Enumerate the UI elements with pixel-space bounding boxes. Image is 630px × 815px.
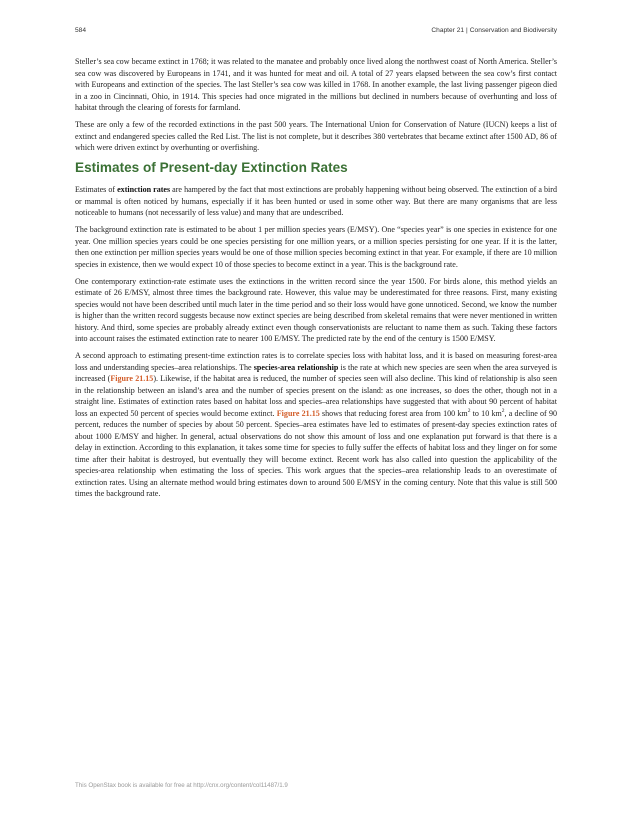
figure-link[interactable]: Figure 21.15 <box>110 374 154 383</box>
paragraph-species-area <box>75 350 557 500</box>
running-head <box>431 27 557 34</box>
superscript: 2 <box>467 407 471 414</box>
paragraph-stellers-sea-cow: Steller’s sea cow became extinct in 1768; it was related to the manatee and probably once lived along the northwest coast of North America. Steller’s sea cow was discovered by Europeans in 1741, and it was hunted for meat and oil. A total of 27 years elapsed between the sea cow’s first contact with Europeans and extinction of the species. The last Steller’s sea cow was killed in 1768. In another example, the last living passenger pigeon died in a zoo in Cincinnati, Ohio, in 1914. This species had once migrated in the millions but declined in numbers because of overhunting and loss of habitat through the clearing of forests for farmland. <box>75 57 557 112</box>
section-heading: Estimates of Present-day Extinction Rates <box>75 160 348 175</box>
figure-link[interactable]: Figure 21.15 <box>276 408 320 418</box>
text-run: , a decline of 90 percent, reduces the number of species by about 50 percent. Species–area estimates have led to estimates of present-day species extinction rates of about 1000 E/MSY and higher. In general, actual observations do not show this amount of loss and one explanation put forward is that there is a delay in extinction. According to this explanation, it takes some time for species to fully suffer the effects of habitat loss and they linger on for some time after their habitat is destroyed, but eventually they will become extinct. Recent work has also called into question the applicability of the species-area relationship when estimating the loss of species. This work argues that the species–area relationship leads to an overestimate of extinction rates. Using an alternate method would bring estimates down to around 500 E/MSY in the coming century. Note that this value is still 500 times the background rate. <box>75 408 558 498</box>
page-header <box>75 27 557 37</box>
chapter-number: Chapter 21 <box>431 27 465 34</box>
text-run: Estimates of <box>75 185 118 194</box>
paragraph-written-record: One contemporary extinction-rate estimate uses the extinctions in the written record since the year 1500. For birds alone, this method yields an estimate of 26 E/MSY, almost three times the background rate. However, this value may be underestimated for three reasons. First, many existing species would not have been described until much later in the time period and so their loss would have gone unnoticed. Second, we know the number is higher than the written record suggests because now extinct species are being described from skeletal remains that were never mentioned in written history. And third, some species are probably already extinct even though conservationists are reluctant to name them as such. Taking these factors into account raises the estimated extinction rate to nearer 100 E/MSY. The predicted rate by the end of the century is 1500 E/MSY. <box>75 276 557 343</box>
main-content <box>75 56 557 505</box>
header-separator: | <box>466 27 468 34</box>
page-footer: This OpenStax book is available for free at http://cnx.org/content/col11487/1.9 <box>75 782 288 789</box>
key-term-extinction-rates: extinction rates <box>117 185 171 194</box>
chapter-title: Conservation and Biodiversity <box>469 27 557 34</box>
paragraph-red-list: These are only a few of the recorded extinctions in the past 500 years. The International Union for Conservation of Nature (IUCN) keeps a list of extinct and endangered species called the Red List. The list is not complete, but it describes 380 vertebrates that became extinct after 1500 AD, 86 of which were driven extinct by overhunting or overfishing. <box>75 120 557 152</box>
paragraph-background-rate: The background extinction rate is estimated to be about 1 per million species years (E/MSY). One “species year” is one species in existence for one year. One million species years could be one species persisting for one million years, or a million species persisting for one year. If it is the latter, then one extinction per million species years would be one of those million species becoming extinct in that year. For example, if there are 10 million species in existence, then we would expect 10 of those species to become extinct in a year. This is the background rate. <box>75 225 557 269</box>
text-run: are hampered by the fact that most extinctions are probably happening without being observed. The extinction of a bird or mammal is often noticed by humans, especially if it has been hunted or used in some other way. But there are many organisms that are less noticeable to humans (not necessarily of less value) and many that are undescribed. <box>75 185 557 217</box>
paragraph-extinction-rates <box>75 184 557 219</box>
key-term-species-area-relationship: species-area relationship <box>253 362 339 372</box>
text-run: ). Likewise, if the habitat area is reduced, the number of species seen will also decline. This kind of relationship is also seen in the relationship between an island’s area and the number of species present on the island: as one increases, so does the other, though not in a straight line. Estimates of extinction rates based on habitat loss and species–area relationships have suggested that with about 90 percent of habitat loss an expected 50 percent of species would become extinct. <box>75 374 557 418</box>
text-run: A second approach to estimating present-time extinction rates is to correlate species loss with habitat loss, and it is based on measuring forest-area loss and understanding species–area relationships. The <box>75 351 557 372</box>
text-run: to 10 km <box>470 408 502 418</box>
page-number: 584 <box>75 27 87 34</box>
text-run: is the rate at which new species are seen when the area surveyed is increased ( <box>75 362 557 383</box>
text-run: shows that reducing forest area from 100 km <box>319 408 468 418</box>
superscript: 2 <box>501 407 505 414</box>
